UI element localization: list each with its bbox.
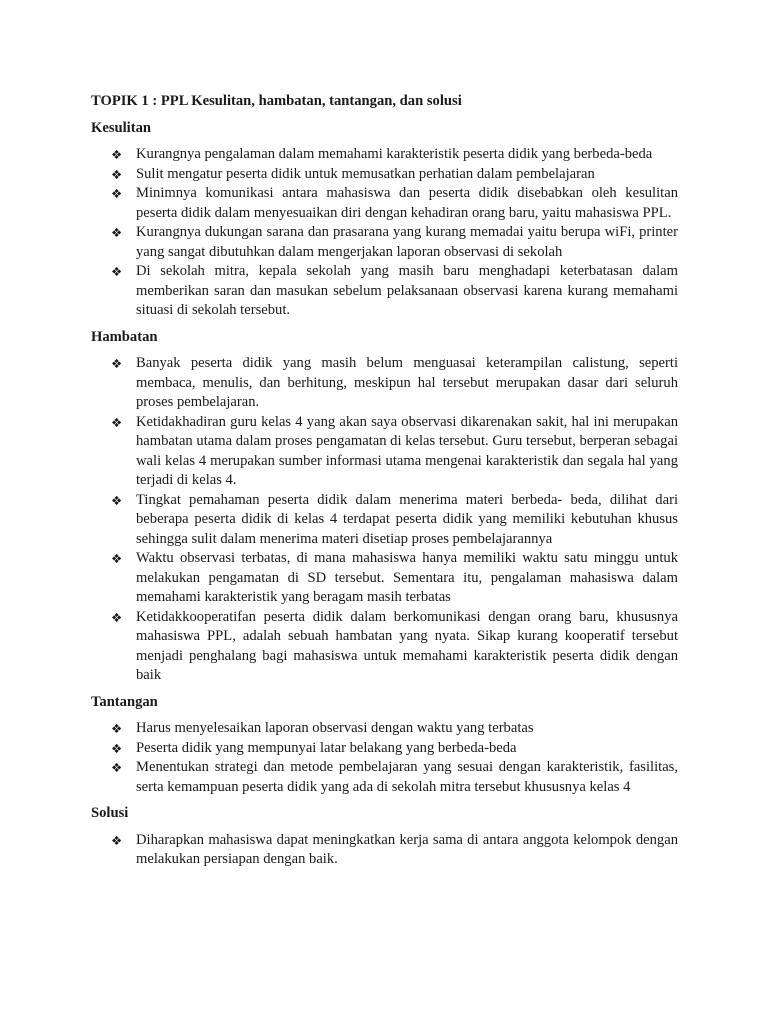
diamond-bullet-icon: ❖ [111,414,123,430]
list-item-text: Ketidakhadiran guru kelas 4 yang akan saya observasi dikarenakan sakit, hal ini merupakan hambatan utama dalam proses pengamatan di kelas tersebut. Guru tersebut, berperan sebagai wali kelas 4 merupakan sumber informasi utama mengenai karakteristik dan segala hal yang terjadi di kelas 4. [136,413,678,488]
list-item-text: Ketidakkooperatifan peserta didik dalam berkomunikasi dengan orang baru, khususnya mahasiswa PPL, adalah sebuah hambatan yang nyata. Sikap kurang kooperatif tersebut menjadi penghalang bagi mahasiswa untuk memahami karakteristik peserta didik dengan baik [136,608,678,683]
list-item [91,413,678,491]
diamond-bullet-icon: ❖ [111,166,123,182]
list-item [91,262,678,321]
list-item-text: Sulit mengatur peserta didik untuk memusatkan perhatian dalam pembelajaran [136,165,595,182]
list-item [91,145,678,165]
section-heading-solusi: Solusi [91,805,129,821]
list-item-text: Minimnya komunikasi antara mahasiswa dan peserta didik disebabkan oleh kesulitan peserta didik dalam menyesuaikan diri dengan kehadiran orang baru, yaitu mahasiswa PPL. [136,185,678,221]
list-item-text: Diharapkan mahasiswa dapat meningkatkan kerja sama di antara anggota kelompok dengan melakukan persiapan dengan baik. [136,831,678,867]
list-item-text: Di sekolah mitra, kepala sekolah yang masih baru menghadapi keterbatasan dalam memberikan saran dan masukan sebelum pelaksanaan observasi karena kurang memahami situasi di sekolah tersebut. [136,263,678,318]
list-item-text: Tingkat pemahaman peserta didik dalam menerima materi berbeda- beda, dilihat dari beberapa peserta didik di kelas 4 terdapat peserta didik yang memiliki kebutuhan khusus sehingga sulit dalam menerima materi disetiap proses pembelajarannya [136,491,678,547]
diamond-bullet-icon: ❖ [111,740,123,756]
list-item [91,491,678,550]
list-item-text: Kurangnya dukungan sarana dan prasarana yang kurang memadai yaitu berupa wiFi, printer yang sangat dibutuhkan dalam mengerjakan laporan observasi di sekolah [136,224,678,260]
bullet-list-kesulitan [91,145,678,321]
document-title: TOPIK 1 : PPL Kesulitan, hambatan, tantangan, dan solusi [91,93,462,109]
diamond-bullet-icon: ❖ [111,551,123,566]
list-item [91,223,678,262]
list-item [91,354,678,413]
list-item [91,608,678,686]
diamond-bullet-icon: ❖ [111,609,123,625]
bullet-list-tantangan [91,719,678,797]
diamond-bullet-icon: ❖ [111,492,123,508]
list-item [91,549,678,608]
list-item-text: Harus menyelesaikan laporan observasi dengan waktu yang terbatas [136,720,534,736]
section-heading-hambatan: Hambatan [91,328,158,345]
list-item [91,184,678,223]
list-item [91,165,678,185]
list-item [91,831,678,870]
diamond-bullet-icon: ❖ [111,225,123,240]
section-heading-kesulitan: Kesulitan [91,119,152,136]
list-item-text: Peserta didik yang mempunyai latar belakang yang berbeda-beda [136,739,517,756]
document-body [91,119,678,870]
diamond-bullet-icon: ❖ [111,264,123,279]
diamond-bullet-icon: ❖ [111,832,123,848]
bullet-list-solusi [91,831,678,870]
diamond-bullet-icon: ❖ [111,760,123,775]
list-item-text: Banyak peserta didik yang masih belum menguasai keterampilan calistung, seperti membaca, menulis, dan berhitung, meskipun hal tersebut merupakan dasar dari seluruh proses pembelajaran. [136,355,678,410]
list-item [91,739,678,759]
document-page [91,92,678,877]
diamond-bullet-icon: ❖ [111,356,123,371]
list-item-text: Kurangnya pengalaman dalam memahami karakteristik peserta didik yang berbeda-beda [136,146,653,162]
bullet-list-hambatan [91,354,678,686]
list-item-text: Menentukan strategi dan metode pembelajaran yang sesuai dengan karakteristik, fasilitas, serta kemampuan peserta didik yang ada di sekolah mitra tersebut khususnya kelas 4 [136,759,678,795]
diamond-bullet-icon: ❖ [111,147,123,162]
diamond-bullet-icon: ❖ [111,721,123,736]
section-heading-tantangan: Tantangan [91,693,158,710]
list-item-text: Waktu observasi terbatas, di mana mahasiswa hanya memiliki waktu satu minggu untuk melakukan pengamatan di SD tersebut. Sementara itu, pengalaman mahasiswa dalam memahami karakteristik yang beragam masih terbatas [136,550,678,605]
diamond-bullet-icon: ❖ [111,186,123,201]
list-item [91,719,678,739]
list-item [91,758,678,797]
